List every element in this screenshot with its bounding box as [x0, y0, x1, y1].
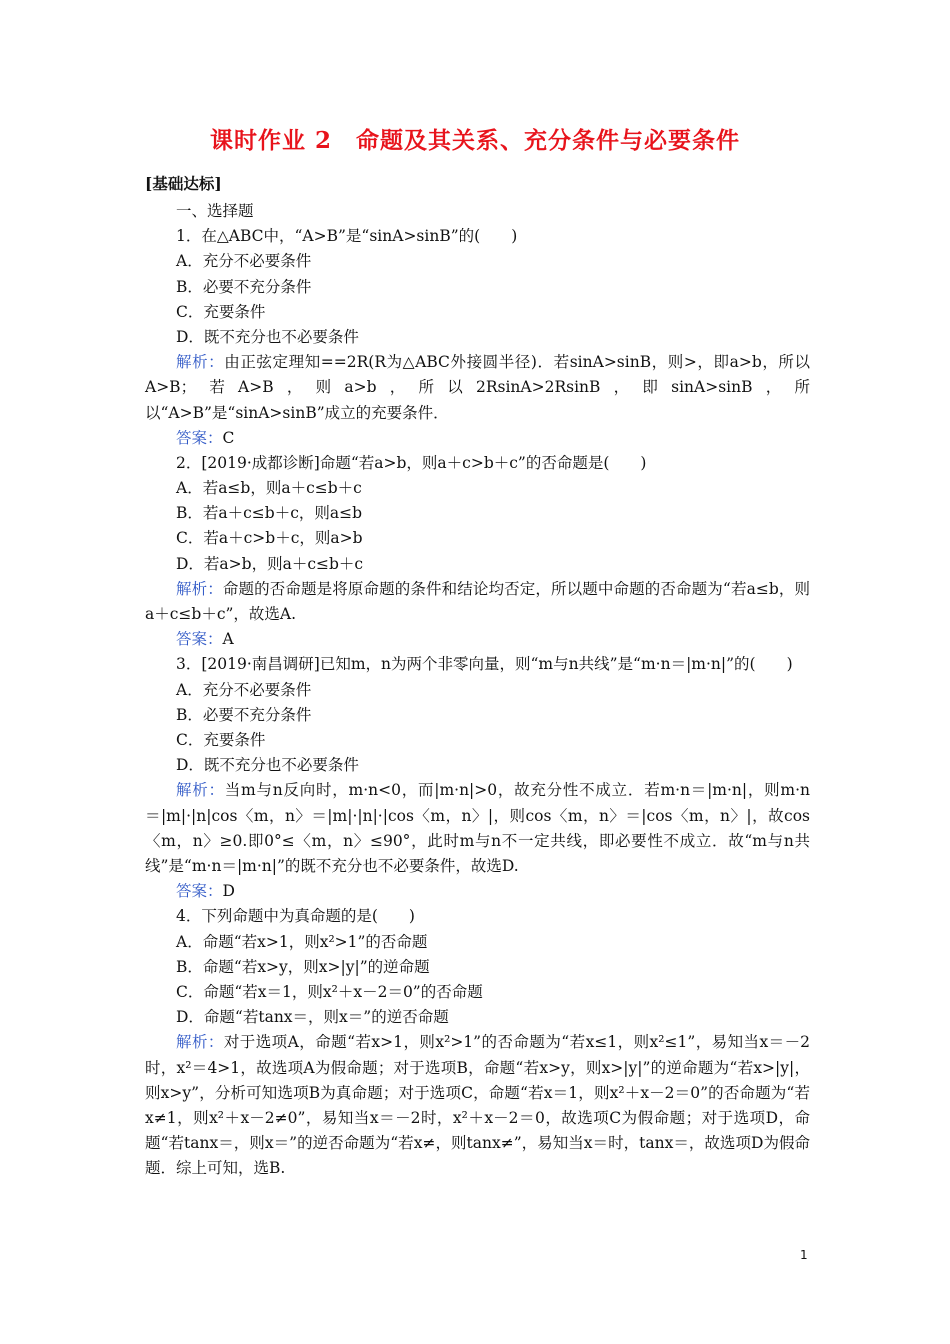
analysis-label: 解析：: [176, 579, 223, 598]
question-2-analysis: [145, 577, 810, 627]
question-1-option-c: C．充要条件: [176, 302, 266, 321]
question-2-option-b: B．若a＋c≤b＋c，则a≤b: [176, 504, 363, 523]
question-4-option-a: A．命题“若x>1，则x²>1”的否命题: [176, 932, 428, 951]
question-3-answer: [145, 879, 810, 904]
question-4-stem: 4．下列命题中为真命题的是( ): [176, 907, 415, 926]
question-3-analysis: [145, 778, 810, 879]
answer-label: 答案：: [176, 428, 223, 447]
answer-label: 答案：: [176, 882, 223, 901]
answer-value: A: [222, 630, 234, 649]
analysis-text: 当m与n反向时，m·n<0，而|m·n|>0，故充分性不成立．若m·n＝|m·n|，则m·n＝|m|·|n|cos〈m，n〉＝|m|·|n|·|cos〈m，n〉|，则cos〈m，n〉＝|cos〈m，n〉|，故cos〈m，n〉≥0.即0°≤〈m，n〉≤90°，此时m与n不一定共线，即必要性不成立．故“m与n共线”是“m·n＝|m·n|”的既不充分也不必要条件，故选D.: [145, 781, 810, 876]
content-body: [145, 199, 810, 1182]
question-1-option-b: B．必要不充分条件: [176, 277, 312, 296]
question-1-option-d: D．既不充分也不必要条件: [176, 327, 359, 346]
question-1-answer: [145, 426, 810, 451]
section-heading: [基础达标]: [145, 174, 222, 193]
question-2-option-a: A．若a≤b，则a＋c≤b＋c: [176, 479, 362, 498]
analysis-text: 由正弦定理知==2R(R为△ABC外接圆半径)．若sinA>sinB，则>，即a>b，所以A>B；若A>B，则a>b，所以2RsinA>2RsinB，即sinA>sinB，所以“A>B”是“sinA>sinB”成立的充要条件．: [145, 353, 810, 422]
analysis-label: 解析：: [176, 1033, 224, 1052]
question-4-analysis: [145, 1030, 810, 1181]
question-2-option-c: C．若a＋c>b＋c，则a>b: [176, 529, 363, 548]
answer-label: 答案：: [176, 630, 223, 649]
analysis-text: 对于选项A，命题“若x>1，则x²>1”的否命题为“若x≤1，则x²≤1”，易知当x＝－2时，x²＝4>1，故选项A为假命题；对于选项B，命题“若x>y，则x>|y|”的逆命题为“若x>|y|，则x>y”，分析可知选项B为真命题；对于选项C，命题“若x＝1，则x²＋x－2＝0”的否命题为“若x≠1，则x²＋x－2≠0”，易知当x＝－2时，x²＋x－2＝0，故选项C为假命题；对于选项D，命题“若tanx＝，则x＝”的逆否命题为“若x≠，则tanx≠”，易知当x＝时，tanx＝，故选项D为假命题．综上可知，选B.: [145, 1033, 811, 1178]
analysis-label: 解析：: [176, 781, 225, 800]
analysis-text: 命题的否命题是将原命题的条件和结论均否定，所以题中命题的否命题为“若a≤b，则a＋c≤b＋c”，故选A.: [145, 579, 810, 624]
question-4-option-d: D．命题“若tanx＝，则x＝”的逆否命题: [176, 1008, 449, 1027]
question-4-option-b: B．命题“若x>y，则x>|y|”的逆命题: [176, 957, 430, 976]
question-3-option-c: C．充要条件: [176, 731, 266, 750]
question-1-analysis: [145, 350, 810, 426]
question-4-option-c: C．命题“若x＝1，则x²＋x－2＝0”的否命题: [176, 982, 483, 1001]
answer-value: D: [222, 882, 235, 901]
page-number: 1: [800, 1248, 808, 1262]
question-2-stem: 2．[2019·成都诊断]命题“若a>b，则a＋c>b＋c”的否命题是( ): [176, 453, 647, 472]
answer-value: C: [222, 428, 235, 447]
question-1-stem: 1．在△ABC中，“A>B”是“sinA>sinB”的( ): [176, 227, 518, 246]
question-3-option-b: B．必要不充分条件: [176, 705, 312, 724]
question-3-option-d: D．既不充分也不必要条件: [176, 756, 359, 775]
analysis-label: 解析：: [176, 353, 225, 372]
part-heading: 一、选择题: [176, 202, 254, 220]
question-3-stem: 3．[2019·南昌调研]已知m，n为两个非零向量，则“m与n共线”是“m·n＝|m·n|”的( ): [176, 655, 793, 674]
question-2-answer: [145, 627, 810, 652]
question-3-option-a: A．充分不必要条件: [176, 680, 312, 699]
question-2-option-d: D．若a>b，则a＋c≤b＋c: [176, 554, 364, 573]
page-title: 课时作业 2 命题及其关系、充分条件与必要条件: [209, 127, 740, 154]
question-1-option-a: A．充分不必要条件: [176, 252, 312, 271]
